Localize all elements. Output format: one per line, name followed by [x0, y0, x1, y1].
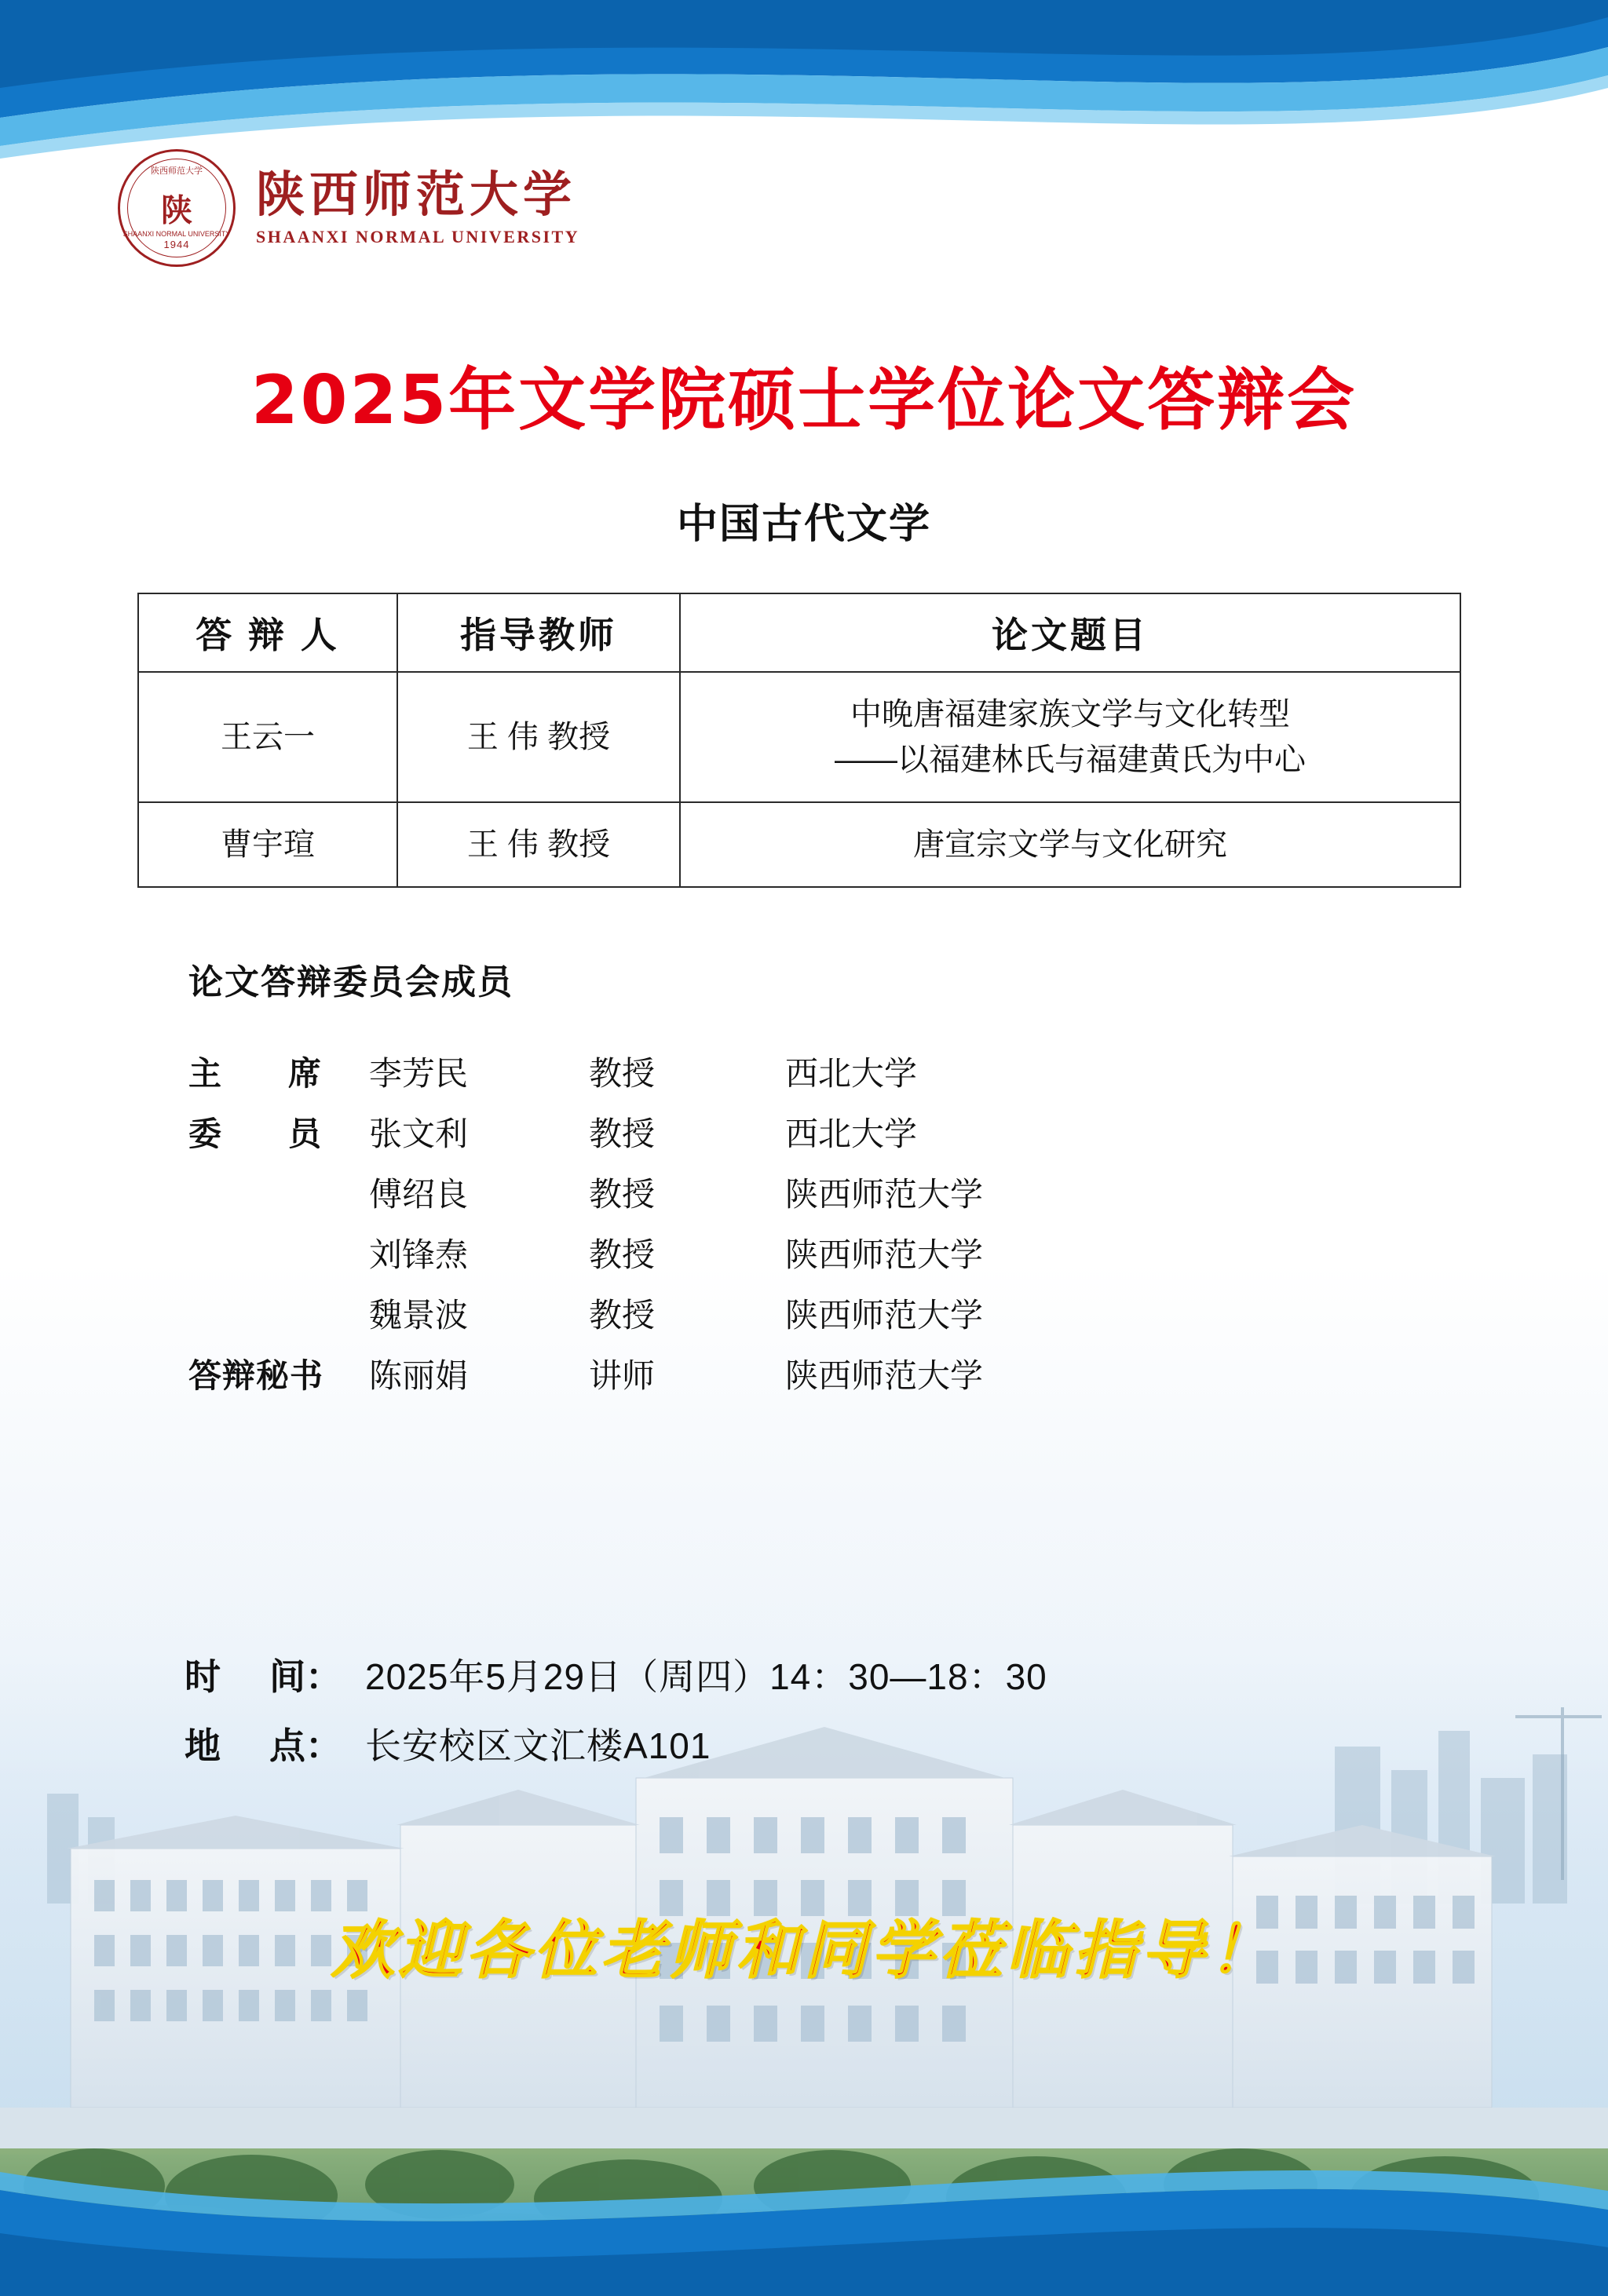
- committee-org: 西北大学: [785, 1055, 918, 1092]
- committee-rank: 教授: [589, 1176, 656, 1213]
- committee-rank: 教授: [589, 1115, 656, 1152]
- event-time-value: 2025年5月29日（周四）14：30—18：30: [365, 1656, 1047, 1697]
- committee-rank: 讲师: [589, 1357, 656, 1394]
- table-header-row: [138, 593, 1460, 672]
- table-header-thesis: 论文题目: [680, 593, 1460, 672]
- list-item: [188, 1108, 1366, 1166]
- university-name-cn: 陕西师范大学: [256, 166, 577, 224]
- seal-character: 陕: [161, 192, 192, 229]
- event-place-label-char-2: 点：: [269, 1725, 342, 1766]
- cell-thesis: 唐宣宗文学与文化研究: [680, 802, 1460, 887]
- university-name-en: SHAANXI NORMAL UNIVERSITY: [256, 226, 580, 246]
- seal-year: 1944: [163, 239, 190, 250]
- committee-role: [188, 1048, 369, 1095]
- event-place-row: [185, 1717, 1441, 1769]
- event-meta: [185, 1648, 1441, 1787]
- thesis-line-2: ——以福建林氏与福建黄氏为中心: [835, 743, 1306, 777]
- table-row: [138, 802, 1460, 887]
- table-header-advisor: 指导教师: [397, 593, 680, 672]
- list-item: [188, 1350, 1366, 1408]
- cell-candidate: 曹宇瑄: [138, 802, 397, 887]
- table-row: [138, 672, 1460, 802]
- committee-name: 魏景波: [369, 1297, 469, 1334]
- event-time-label: [185, 1648, 365, 1700]
- committee-org: 陕西师范大学: [785, 1297, 984, 1334]
- committee-rank: 教授: [589, 1055, 656, 1092]
- cell-advisor: 王 伟 教授: [397, 672, 680, 802]
- committee-list: [188, 1048, 1366, 1411]
- committee-role-char-1: 委: [188, 1115, 223, 1152]
- table-header-candidate: 答 辩 人: [138, 593, 397, 672]
- page-title: 2025年文学院硕士学位论文答辩会: [250, 361, 1358, 440]
- committee-name: 傅绍良: [369, 1176, 469, 1213]
- welcome-banner: 欢迎各位老师和同学莅临指导！: [331, 1914, 1277, 1987]
- committee-role: [188, 1108, 369, 1155]
- committee-name: 刘锋焘: [369, 1236, 469, 1273]
- defense-table-wrapper: [137, 593, 1461, 888]
- list-item: [188, 1290, 1366, 1348]
- cell-thesis: [680, 672, 1460, 802]
- committee-role-char-1: 主: [188, 1055, 223, 1092]
- list-item: [188, 1048, 1366, 1106]
- committee-name: 李芳民: [369, 1055, 469, 1092]
- seal-arc-bottom-text: SHAANXI NORMAL UNIVERSITY: [122, 230, 231, 238]
- event-place-label-char-1: 地: [185, 1725, 221, 1766]
- page-subtitle: 中国古代文学: [676, 502, 931, 547]
- bottom-wave-decoration: [0, 2115, 1608, 2296]
- list-item: [188, 1229, 1366, 1287]
- cell-advisor: 王 伟 教授: [397, 802, 680, 887]
- list-item: [188, 1169, 1366, 1227]
- event-time-row: [185, 1648, 1441, 1700]
- event-place-label: [185, 1717, 365, 1769]
- committee-heading: 论文答辩委员会成员: [188, 963, 513, 1002]
- event-time-label-char-1: 时: [185, 1656, 221, 1697]
- thesis-line-1: 中晚唐福建家族文学与文化转型: [850, 697, 1290, 732]
- committee-role: 答辩秘书: [188, 1357, 324, 1394]
- committee-org: 西北大学: [785, 1115, 918, 1152]
- committee-rank: 教授: [589, 1236, 656, 1273]
- event-time-label-char-2: 间：: [269, 1656, 342, 1697]
- committee-name: 张文利: [369, 1115, 469, 1152]
- university-logo: [118, 149, 579, 267]
- committee-org: 陕西师范大学: [785, 1176, 984, 1213]
- committee-org: 陕西师范大学: [785, 1236, 984, 1273]
- seal-arc-top-text: 陕西师范大学: [151, 166, 203, 176]
- university-name-block: [256, 166, 580, 246]
- committee-name: 陈丽娟: [369, 1357, 469, 1394]
- committee-rank: 教授: [589, 1297, 656, 1334]
- committee-role-char-2: 席: [287, 1055, 322, 1092]
- committee-role-char-2: 员: [287, 1115, 322, 1152]
- cell-candidate: 王云一: [138, 672, 397, 802]
- defense-table: [137, 593, 1461, 888]
- university-seal-icon: [118, 149, 236, 267]
- event-place-value: 长安校区文汇楼A101: [365, 1725, 711, 1766]
- committee-org: 陕西师范大学: [785, 1357, 984, 1394]
